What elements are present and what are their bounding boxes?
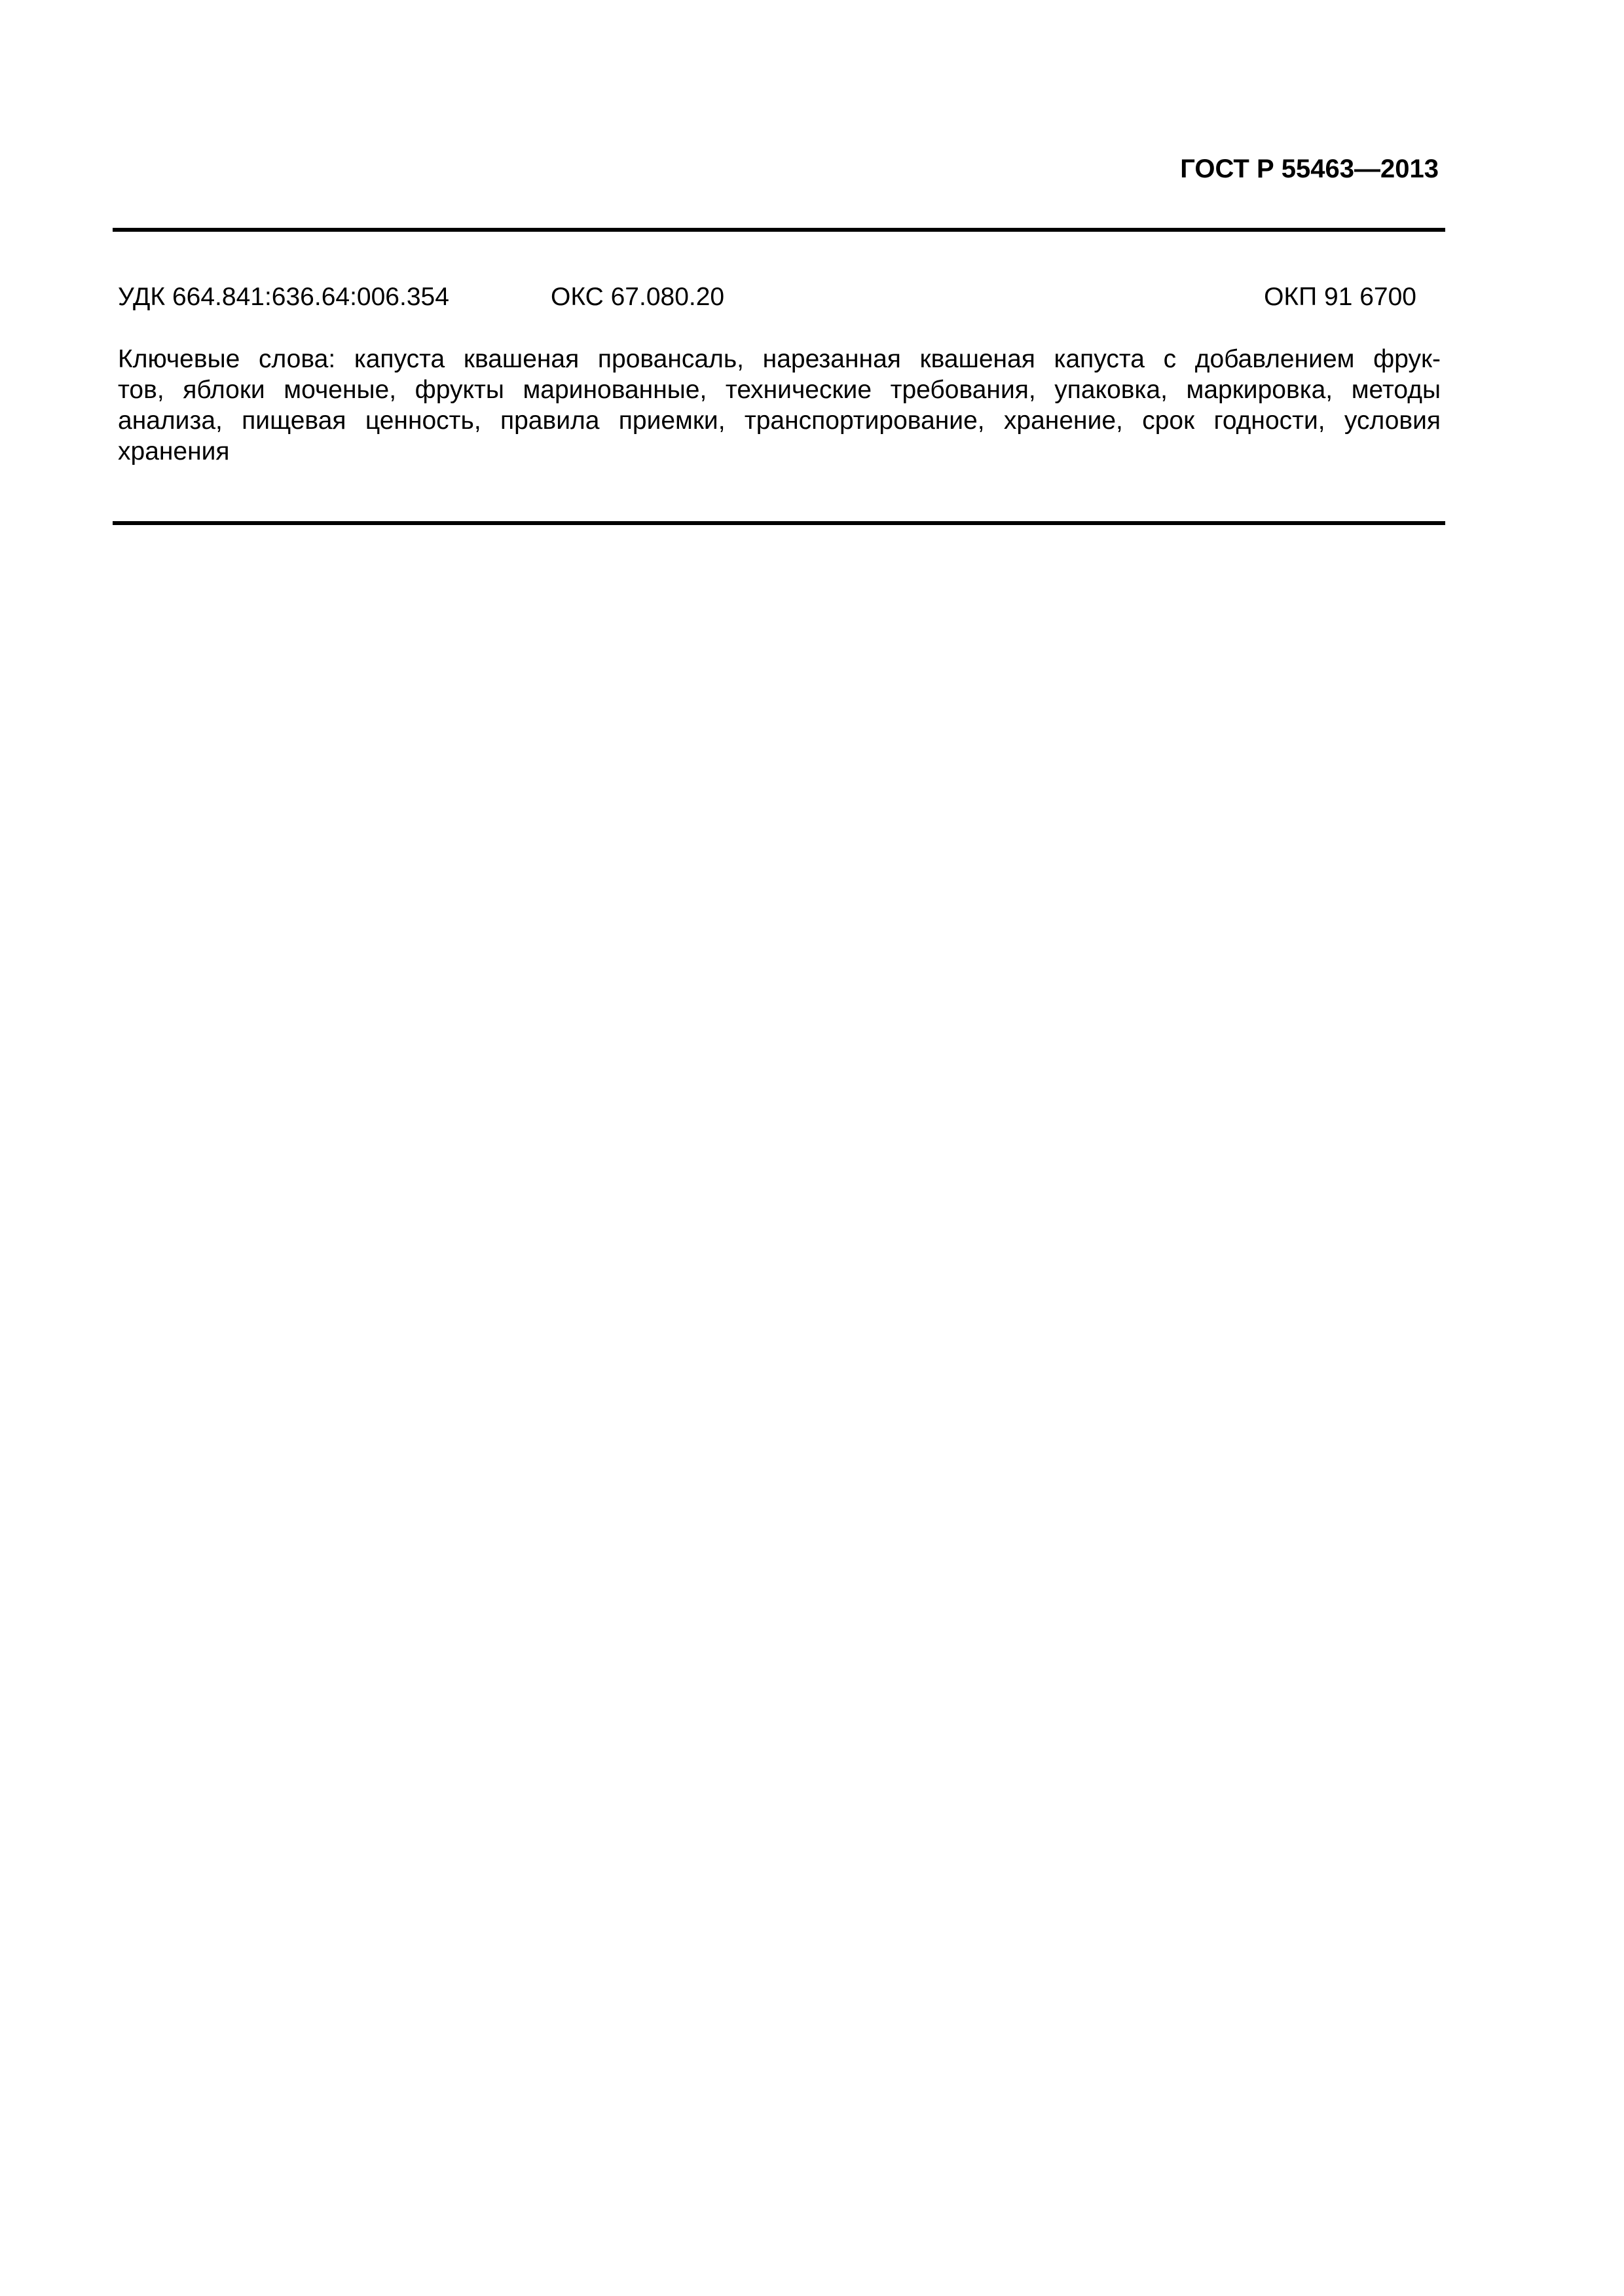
keywords-line: Ключевые слова: капуста квашеная провансаль, нарезанная квашеная капуста с добавлением фрук-	[118, 345, 1441, 373]
bottom-divider	[113, 521, 1445, 525]
keywords-line: тов, яблоки моченые, фрукты маринованные, технические требования, упаковка, маркировка, методы	[118, 376, 1441, 404]
document-standard-number: ГОСТ Р 55463—2013	[1180, 155, 1439, 183]
keywords-line: анализа, пищевая ценность, правила приемки, транспортирование, хранение, срок годности, условия	[118, 407, 1441, 435]
top-divider	[113, 228, 1445, 232]
classification-row	[118, 280, 1416, 314]
keywords-line: хранения	[118, 437, 230, 465]
keywords-paragraph	[118, 344, 1441, 467]
oks-code: ОКС 67.080.20	[551, 283, 725, 311]
udk-code: УДК 664.841:636.64:006.354	[118, 283, 449, 311]
okp-code: ОКП 91 6700	[1264, 283, 1416, 311]
